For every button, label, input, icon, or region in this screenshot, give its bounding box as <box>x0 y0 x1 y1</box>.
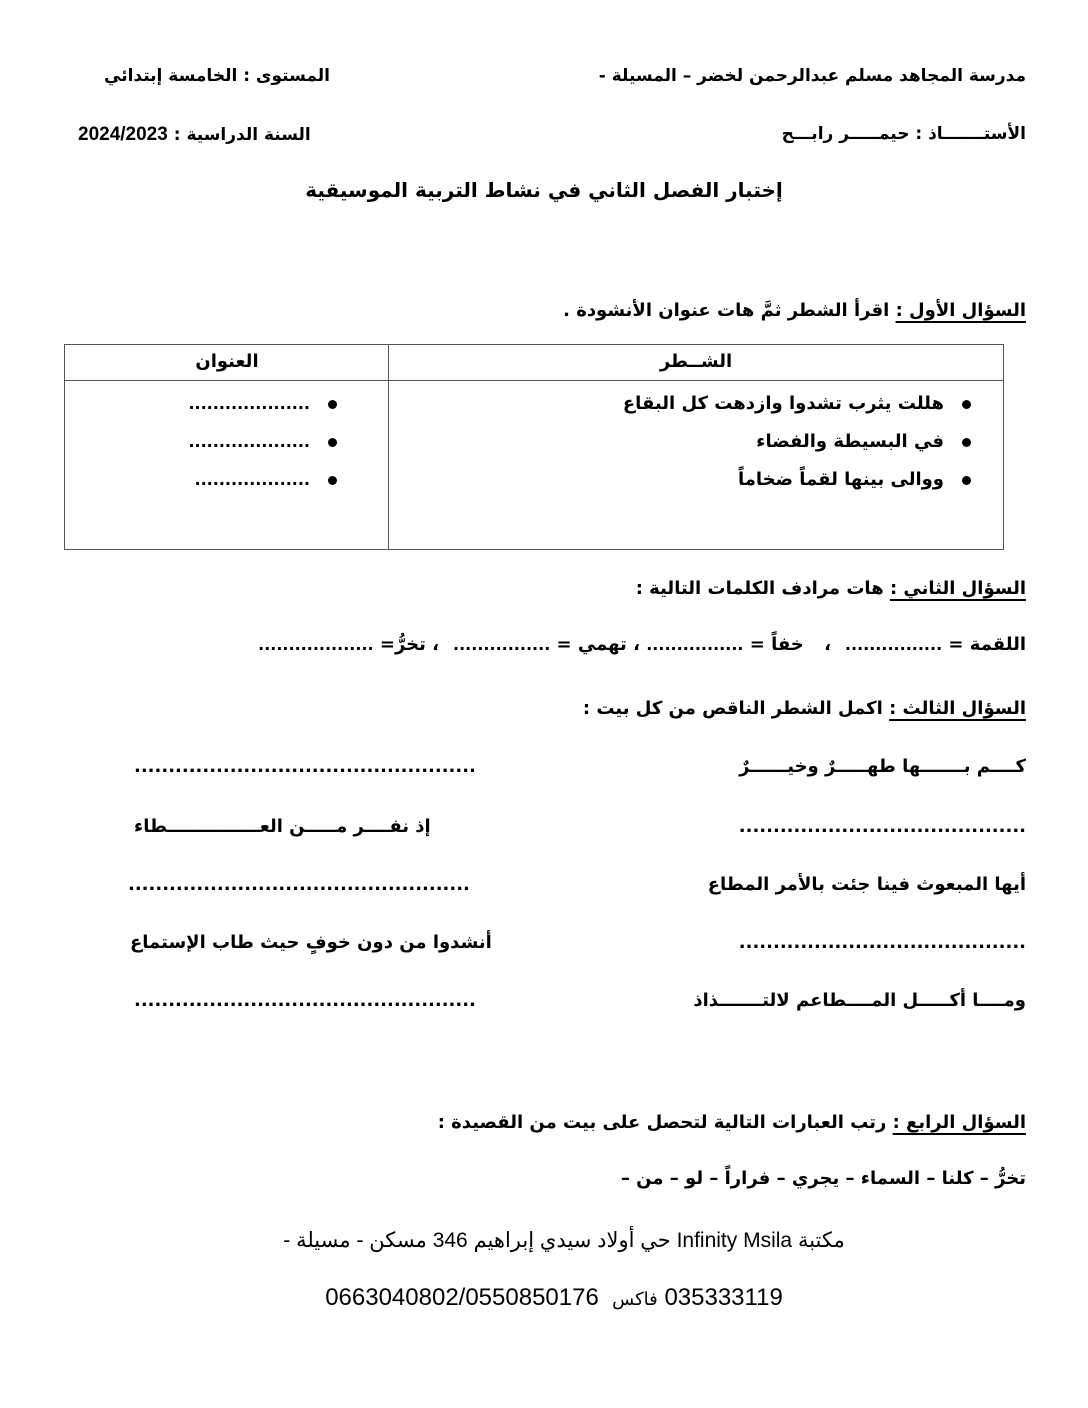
question-4-heading <box>438 1112 1026 1133</box>
bullet-icon <box>962 476 971 485</box>
school-year-label: السنة الدراسية : <box>167 125 311 145</box>
synonym-word: اللقمة <box>969 634 1026 655</box>
verse-half: أنشدوا من دون خوفٍ حيث طاب الإستماع <box>130 932 492 953</box>
footer-address: مكتبة Infinity Msila حي أولاد سيدي إبراهيم 346 مسكن - مسيلة - <box>283 1229 845 1252</box>
title-column-header: العنوان <box>65 345 389 381</box>
bullet-icon <box>962 400 971 409</box>
poem-row <box>0 756 1088 796</box>
answer-blank[interactable]: .......................................... <box>738 932 1026 953</box>
verse-half: كــــم بـــــــها طهـــــرٌ وخيــــــرٌ <box>739 756 1026 777</box>
school-year-value: 2024/2023 <box>78 124 168 145</box>
footer-contact <box>0 1284 1088 1312</box>
answer-blank[interactable]: .................................................. <box>134 990 476 1011</box>
verse-list <box>389 381 1003 499</box>
verse-half: أيها المبعوث فينا جئت بالأمر المطاع <box>707 874 1026 895</box>
poem-row <box>0 816 1088 856</box>
fax-number: 035333119 <box>664 1284 783 1311</box>
verse-column-header: الشــطر <box>389 345 1003 381</box>
title-blank-item <box>65 461 389 499</box>
verse-text: في البسيطة والفضاء <box>756 431 944 452</box>
answer-blank[interactable]: ................... <box>194 470 310 489</box>
synonyms-line: اللقمة = ................، خفاً = ................ ، تهمي = ................، تخرُّ= ................... <box>258 634 1026 655</box>
school-year <box>78 124 311 146</box>
question-4-instruction: رتب العبارات التالية لتحصل على بيت من القصيدة : <box>437 1112 893 1133</box>
poem-row <box>0 932 1088 972</box>
bullet-icon <box>328 400 337 409</box>
answer-blank[interactable]: ................ <box>453 635 551 654</box>
verse-text: ووالى بينها لقماً ضخاماً <box>738 469 944 490</box>
poem-row <box>0 874 1088 914</box>
answer-blank[interactable]: .................... <box>188 394 310 413</box>
question-3-heading <box>583 698 1026 719</box>
answer-blank[interactable]: .................................................. <box>134 756 476 777</box>
verse-column <box>388 345 1003 549</box>
title-blank-list <box>65 381 389 499</box>
exam-title: إختبار الفصل الثاني في نشاط التربية الموسيقية <box>305 178 783 202</box>
bullet-icon <box>962 438 971 447</box>
synonym-word: تهمي <box>577 634 627 655</box>
answer-blank[interactable]: .................................................. <box>128 874 470 895</box>
question-1-table <box>64 344 1004 550</box>
phone-numbers: 0663040802/0550850176 <box>325 1284 599 1311</box>
poem-row <box>0 990 1088 1030</box>
verse-item <box>389 385 983 423</box>
title-blank-item <box>65 423 389 461</box>
separator: ، <box>824 634 831 655</box>
verse-item <box>389 423 983 461</box>
question-1-label: السؤال الأول : <box>895 300 1026 321</box>
question-3-instruction: اكمل الشطر الناقص من كل بيت : <box>582 698 890 719</box>
title-column <box>65 345 389 549</box>
verse-half: ومــــا أكـــــل المــــطاعم لالتـــــــذاذ <box>693 990 1026 1011</box>
synonym-word: تخرُّ <box>394 634 426 655</box>
scrambled-words: تخرُّ – كلنا – السماء – يجري – فراراً – لو – من – <box>620 1168 1026 1189</box>
school-name: مدرسة المجاهد مسلم عبدالرحمن لخضر – المسيلة - <box>598 66 1026 86</box>
answer-blank[interactable]: ................ <box>844 635 943 654</box>
separator: ، <box>432 634 440 655</box>
question-1-instruction: اقرأ الشطر ثمَّ هات عنوان الأنشودة . <box>563 300 896 321</box>
synonym-word: خفاً <box>771 634 804 655</box>
verse-half: إذ نفــــر مـــــن العـــــــــــــــطاء <box>134 816 431 837</box>
question-2-label: السؤال الثاني : <box>889 578 1026 599</box>
bullet-icon <box>328 476 337 485</box>
answer-blank[interactable]: .......................................... <box>738 816 1026 837</box>
answer-blank[interactable]: .................... <box>188 432 310 451</box>
answer-blank[interactable]: ................ <box>646 635 744 654</box>
question-4-label: السؤال الرابع : <box>892 1112 1026 1133</box>
grade-level: المستوى : الخامسة إبتدائي <box>104 66 330 86</box>
teacher-name: الأستـــــــاذ : حيمـــــر رابـــح <box>781 124 1026 144</box>
question-2-instruction: هات مرادف الكلمات التالية : <box>635 578 890 599</box>
separator: ، <box>633 634 640 655</box>
question-2-heading <box>636 578 1026 599</box>
question-1-heading <box>563 300 1026 321</box>
verse-item <box>389 461 983 499</box>
title-blank-item <box>65 385 389 423</box>
fax-label: فاكس <box>612 1289 658 1309</box>
bullet-icon <box>328 438 337 447</box>
answer-blank[interactable]: ................... <box>258 635 374 654</box>
verse-text: هللت يثرب تشدوا وازدهت كل البقاع <box>622 393 944 414</box>
question-3-label: السؤال الثالث : <box>889 698 1026 719</box>
